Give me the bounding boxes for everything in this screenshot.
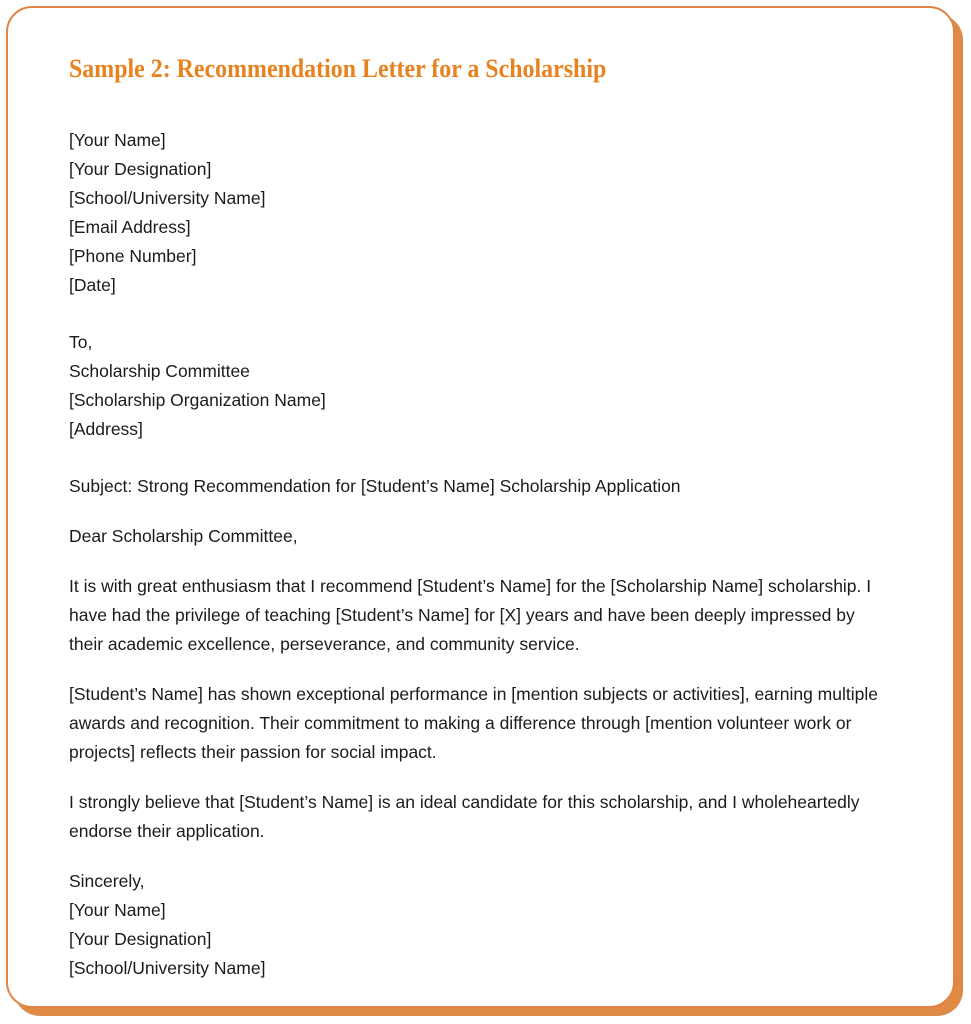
- recipient-line: Scholarship Committee: [69, 361, 250, 381]
- recipient-block: [69, 328, 881, 444]
- sender-line: [School/University Name]: [69, 188, 266, 208]
- closing-block: [69, 867, 881, 983]
- closing-line: [Your Name]: [69, 900, 166, 920]
- sender-line: [Date]: [69, 275, 116, 295]
- page-title: Sample 2: Recommendation Letter for a Scholarship: [69, 54, 607, 83]
- closing-line: Sincerely,: [69, 871, 145, 891]
- letter-card: [6, 6, 955, 1008]
- recipient-line: [Address]: [69, 419, 143, 439]
- body-paragraph: I strongly believe that [Student’s Name] is an ideal candidate for this scholarship, and I wholeheartedly endorse their application.: [69, 792, 860, 841]
- letter-body: [69, 126, 881, 983]
- closing-line: [School/University Name]: [69, 958, 266, 978]
- salutation: Dear Scholarship Committee,: [69, 526, 298, 546]
- letter-card-content: [8, 8, 953, 1006]
- sender-line: [Your Name]: [69, 130, 166, 150]
- recipient-line: [Scholarship Organization Name]: [69, 390, 326, 410]
- sender-line: [Your Designation]: [69, 159, 212, 179]
- body-paragraph: [Student’s Name] has shown exceptional performance in [mention subjects or activities], earning multiple awards and recognition. Their commitment to making a difference through [mention volunteer work or projects] reflects their passion for social impact.: [69, 684, 878, 762]
- sender-block: [69, 126, 881, 300]
- sender-line: [Phone Number]: [69, 246, 197, 266]
- subject-line: Subject: Strong Recommendation for [Student’s Name] Scholarship Application: [69, 476, 681, 496]
- closing-line: [Your Designation]: [69, 929, 212, 949]
- body-paragraph: It is with great enthusiasm that I recommend [Student’s Name] for the [Scholarship Name] scholarship. I have had the privilege of teaching [Student’s Name] for [X] years and have been deeply impressed by their academic excellence, perseverance, and community service.: [69, 576, 872, 654]
- recipient-line: To,: [69, 332, 93, 352]
- sender-line: [Email Address]: [69, 217, 191, 237]
